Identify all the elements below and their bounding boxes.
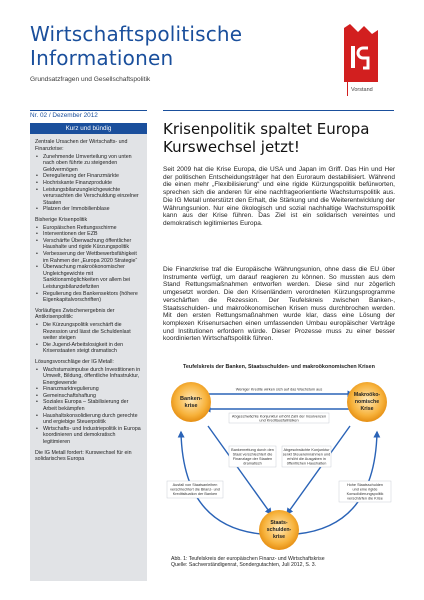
page-title-line-1: Wirtschaftspolitische xyxy=(30,22,243,46)
list-item: • Haushaltskonsolidierung durch gerechte und ergiebige Steuerpolitik xyxy=(35,413,142,426)
sidebar-section-causes xyxy=(35,139,142,213)
node-state-debt-crisis xyxy=(259,510,299,550)
svg-text:Staats-: Staats- xyxy=(270,520,288,526)
svg-text:Makroöko-: Makroöko- xyxy=(353,392,381,398)
article-headline xyxy=(163,120,395,156)
label-top-upper: Weniger Kredite wirken sich auf das Wachstum aus xyxy=(235,387,323,392)
section-heading: Bisherige Krisenpolitik xyxy=(35,217,88,224)
page-title-line-2: Informationen xyxy=(30,46,174,70)
list-item: • Europäischen Rettungsschirme xyxy=(35,225,142,232)
list-item: • Verbesserung der Wettbewerbsfähigkeit im Rahmen der „Europa 2020 Strategie“ xyxy=(35,251,142,264)
node-bank-crisis xyxy=(171,382,211,422)
svg-text:schulden-: schulden- xyxy=(266,527,292,533)
page-subtitle: Grundsatzfragen und Gesellschaftspolitik xyxy=(30,76,151,83)
list-item: • Soziales Europa – Stabilisierung der Arbeit bekämpfen xyxy=(35,399,142,412)
headline-line-1: Krisenpolitik spaltet Europa xyxy=(163,120,370,138)
svg-text:verschlechtert die Bilanz- und: verschlechtert die Bilanz- und xyxy=(170,487,220,492)
svg-text:und Kreditausfallrisiken: und Kreditausfallrisiken xyxy=(259,418,299,423)
list-item: • Platzen der Immobilienblase xyxy=(35,206,142,213)
caption-line: Abb. 1: Teufelskreis der europäischen Finanz- und Wirtschaftskrise xyxy=(171,556,325,562)
header-divider xyxy=(163,110,394,111)
svg-text:verschärfen die Krise: verschärfen die Krise xyxy=(347,496,383,501)
figure-caption xyxy=(171,556,395,569)
section-heading: Lösungsvorschläge der IG Metall: xyxy=(35,358,114,365)
svg-text:öffentlichen Haushalten: öffentlichen Haushalten xyxy=(286,461,327,466)
list-item: • Die Kürzungspolitik verschärft die Rezession und lässt die Schuldenlast weiter steigen xyxy=(35,322,142,342)
svg-text:nomische: nomische xyxy=(354,399,380,405)
sidebar-section-proposals xyxy=(35,359,142,446)
svg-text:Banken-: Banken- xyxy=(179,396,203,402)
list-item: • Die Jugend-Arbeitslosigkeit in den Krisenstaaten steigt dramatisch xyxy=(35,342,142,355)
list-item: • Finanzmarktregulierung xyxy=(35,386,142,393)
page-title xyxy=(30,22,242,70)
svg-text:Kreditsituation der Banken: Kreditsituation der Banken xyxy=(172,492,218,496)
sidebar-footer: Die IG Metall fordert: Kurswechsel für ein solidarisches Europa xyxy=(35,449,132,463)
svg-text:erhöht die Ausgaben in: erhöht die Ausgaben in xyxy=(287,457,326,461)
list-item: • Verschärfte Überwachung öffentlicher Haushalte und rigide Kürzungspolitik xyxy=(35,238,142,251)
svg-text:Finanzlage der Staaten: Finanzlage der Staaten xyxy=(232,457,273,461)
section-heading: Zentrale Ursachen der Wirtschafts- und Finanzkrise: xyxy=(35,139,128,152)
label-top-lower: Abgeschwächte Konjunktur erhöht Zahl der Insolvenzen xyxy=(231,414,327,419)
list-item: • Gemeinschaftshaftung xyxy=(35,393,142,400)
svg-text:Konsolidierungspolitik: Konsolidierungspolitik xyxy=(346,492,384,496)
crisis-cycle-figure xyxy=(163,364,395,570)
figure-title: Teufelskreis der Banken, Staatsschulden- und makroökonomischen Krisen xyxy=(183,364,375,370)
list-item: • Überwachung makroökonomischer Ungleichgewichte mit Sanktionsmöglichkeiten vor allem bei Leistungsbilanzdefiziten xyxy=(35,264,142,290)
sidebar-title: Kurz und bündig xyxy=(30,123,147,134)
logo-label: Vorstand xyxy=(351,87,373,93)
article-paragraph: Seit 2009 hat die Krise Europa, die USA und Japan im Griff. Das Hin und Her der politischen Entscheidungsträger hat den Euroraum destabilisiert. Während die einen mehr „Flexibilisierung“ und eine rigide Kürzungspolitik befürworten, sprechen sich die anderen für eine nachfrageorientierte Wachstumspolitik aus. Die IG Metall unterstützt den Erhalt, die Stärkung und die Weiterentwicklung der Währungsunion. Nur eine ökologisch und sozial nachhaltige Wachstumspolitik kann aus der Krise führen. Das Ziel ist ein solidarisch vereintes und demokratisch legitimiertes Europa. xyxy=(163,166,395,227)
svg-text:senkt Steuereinnahmen und: senkt Steuereinnahmen und xyxy=(282,452,331,457)
ig-metall-logo xyxy=(344,24,378,82)
issue-number: Nr. 02 / Dezember 2012 xyxy=(30,110,147,122)
svg-text:und eine rigide: und eine rigide xyxy=(352,487,378,492)
list-item: • Leistungsbilanzungleichgewichte verursachten die Verschuldung einzelner Staaten xyxy=(35,187,142,207)
headline-line-2: Kurswechsel jetzt! xyxy=(163,138,300,156)
section-heading: Vorläufiges Zwischenergebnis der Antikrisenpolitik: xyxy=(35,307,115,321)
label-bottom-left: Ausfall von Staatsanleihen xyxy=(172,483,218,487)
list-item: • Wachstumsimpulse durch Investitionen in Umwelt, Bildung, öffentliche Infrastruktur, Energiewende xyxy=(35,367,142,387)
label-bottom-right: Hohe Staatsschulden xyxy=(346,483,384,487)
svg-text:dramatisch: dramatisch xyxy=(243,461,262,466)
label-center-left: Bankenrettung durch den xyxy=(231,448,274,452)
svg-text:Krise: Krise xyxy=(360,406,374,412)
sidebar-section-interim xyxy=(35,308,142,355)
list-item: • Wirtschafts- und Industriepolitik in Europa koordinieren und demokratisch legitimieren xyxy=(35,426,142,446)
list-item: • Interventionen der EZB xyxy=(35,231,142,238)
logo-divider xyxy=(347,82,348,96)
svg-text:krise: krise xyxy=(184,403,198,409)
crisis-cycle-diagram xyxy=(163,374,395,552)
sidebar-section-policy xyxy=(35,217,142,304)
list-item: • Hochriskante Finanzprodukte xyxy=(35,180,142,187)
label-center-right: Abgeschwächte Konjunktur xyxy=(283,448,330,452)
summary-sidebar xyxy=(30,123,147,581)
svg-text:Staat verschlechtert die: Staat verschlechtert die xyxy=(232,452,273,457)
list-item: • Zunehmende Umverteilung von unten nach oben führte zu steigenden Geldvermögen xyxy=(35,154,142,174)
arrow-bank-to-state xyxy=(208,426,271,514)
svg-text:krise: krise xyxy=(272,534,286,540)
list-item: • Regulierung des Bankensektors (höhere Eigenkapitalvorschriften) xyxy=(35,291,142,304)
node-macro-crisis xyxy=(347,382,387,422)
list-item: • Deregulierung der Finanzmärkte xyxy=(35,173,142,180)
article-paragraph: Die Finanzkrise traf die Europäische Währungsunion, ohne dass die EU über Instrumente verfügt, um darauf reagieren zu können. So mussten aus dem Stand Rettungsmaßnahmen entworfen werden. Diese sind nur zögerlich umgesetzt worden. Die den Krisenländern verordneten Kürzungsprogramme verschärften die Rezession. Der Teufelskreis zwischen Banken-, Staatsschulden- und makroökonomischen Krisen muss durchbrochen werden. Mit den ersten Rettungsmaßnahmen wurde klar, dass eine Lösung der komplexen Krisenursachen einen umfassenden Umbau europäischer Verträge und Institutionen erfordern würde. Dieser Prozesse muss zu einer besser koordinierten Wirtschaftspolitik führen. xyxy=(163,266,395,343)
caption-source: Quelle: Sachverständigenrat, Sondergutachten, Juli 2012, S. 3. xyxy=(171,562,317,569)
